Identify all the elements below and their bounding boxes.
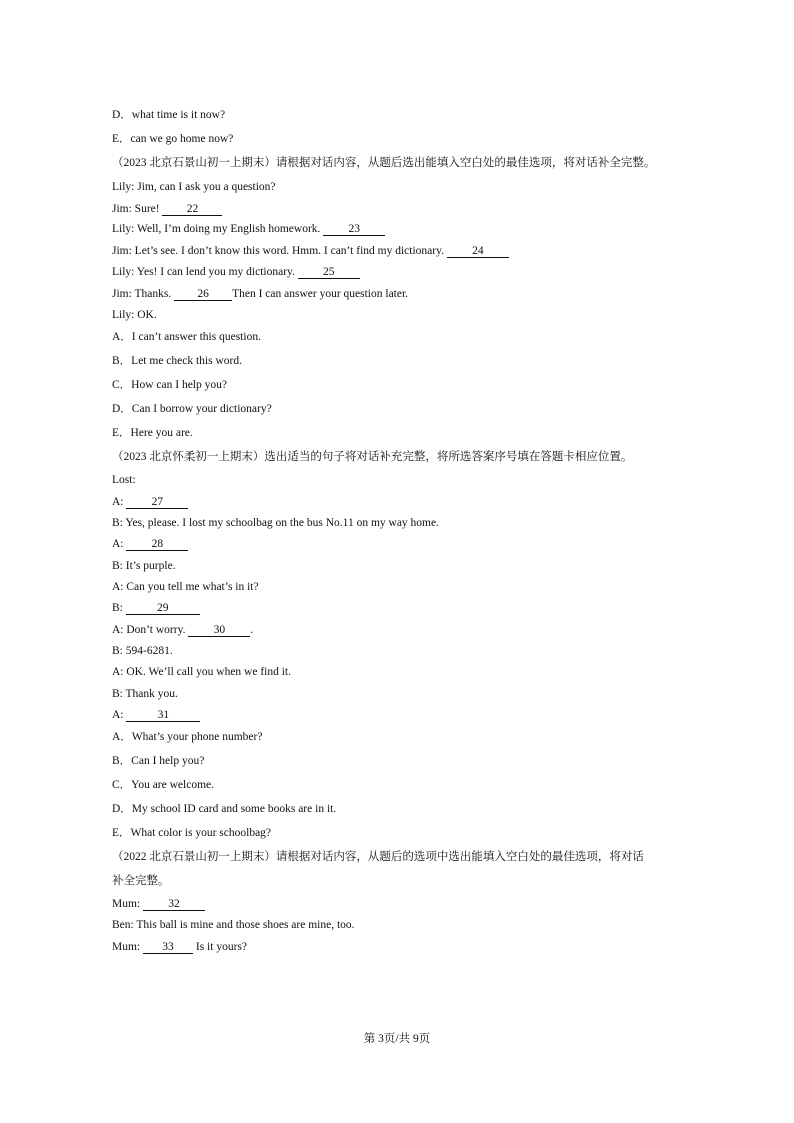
text-line: A: OK. We’ll call you when we find it. bbox=[112, 666, 291, 678]
text-line: C．How can I help you? bbox=[112, 379, 227, 391]
answer-blank[interactable]: 30 bbox=[188, 624, 250, 637]
text-line bbox=[112, 623, 253, 637]
line-prefix: Jim: Thanks. bbox=[112, 288, 175, 300]
answer-blank[interactable]: 33 bbox=[143, 941, 193, 954]
text-line bbox=[112, 244, 509, 258]
line-prefix: Lily: Yes! I can lend you my dictionary. bbox=[112, 266, 298, 278]
text-line: Lily: Jim, can I ask you a question? bbox=[112, 181, 276, 193]
page-footer: 第 3页/共 9页 bbox=[363, 1033, 431, 1045]
text-line: D．Can I borrow your dictionary? bbox=[112, 403, 272, 415]
text-line bbox=[112, 537, 188, 551]
text-line: 补全完整。 bbox=[112, 875, 170, 887]
text-line: E．What color is your schoolbag? bbox=[112, 827, 272, 839]
text-line bbox=[112, 202, 222, 216]
answer-blank[interactable]: 27 bbox=[126, 496, 188, 509]
text-line bbox=[112, 897, 205, 911]
text-line: Ben: This ball is mine and those shoes are mine, too. bbox=[112, 919, 355, 931]
text-line bbox=[112, 708, 200, 722]
text-line: A: Can you tell me what’s in it? bbox=[112, 581, 259, 593]
text-line: B．Let me check this word. bbox=[112, 355, 242, 367]
text-line: （2023 北京怀柔初一上期末）选出适当的句子将对话补充完整，将所选答案序号填在答题卡相应位置。 bbox=[112, 451, 633, 463]
line-prefix: Mum: bbox=[112, 941, 143, 953]
answer-blank[interactable]: 23 bbox=[323, 223, 385, 236]
line-prefix: A: bbox=[112, 709, 127, 721]
text-line bbox=[112, 222, 385, 236]
text-line: E．Here you are. bbox=[112, 427, 193, 439]
text-line bbox=[112, 287, 408, 301]
line-prefix: Mum: bbox=[112, 898, 143, 910]
answer-blank[interactable]: 29 bbox=[126, 602, 200, 615]
text-line: B．Can I help you? bbox=[112, 755, 205, 767]
answer-blank[interactable]: 28 bbox=[126, 538, 188, 551]
text-line: （2022 北京石景山初一上期末）请根据对话内容，从题后的选项中选出能填入空白处的最佳选项，将对话 bbox=[112, 851, 644, 863]
text-line: E．can we go home now? bbox=[112, 133, 234, 145]
line-suffix: . bbox=[250, 624, 254, 636]
line-prefix: A: bbox=[112, 538, 127, 550]
line-prefix: B: bbox=[112, 602, 126, 614]
answer-blank[interactable]: 32 bbox=[143, 898, 205, 911]
text-line: C．You are welcome. bbox=[112, 779, 214, 791]
text-line: B: Thank you. bbox=[112, 688, 178, 700]
answer-blank[interactable]: 31 bbox=[126, 709, 200, 722]
answer-blank[interactable]: 22 bbox=[162, 203, 222, 216]
line-prefix: Jim: Let’s see. I don’t know this word. Hmm. I can’t find my dictionary. bbox=[112, 245, 447, 257]
text-line: B: 594-6281. bbox=[112, 645, 173, 657]
text-line: Lost: bbox=[112, 474, 136, 486]
answer-blank[interactable]: 25 bbox=[298, 266, 360, 279]
text-line: Lily: OK. bbox=[112, 309, 157, 321]
text-line: A．I can’t answer this question. bbox=[112, 331, 261, 343]
answer-blank[interactable]: 26 bbox=[174, 288, 232, 301]
text-line: （2023 北京石景山初一上期末）请根据对话内容，从题后选出能填入空白处的最佳选项，将对话补全完整。 bbox=[112, 157, 656, 169]
answer-blank[interactable]: 24 bbox=[447, 245, 509, 258]
text-line: D．what time is it now? bbox=[112, 109, 226, 121]
text-line: B: Yes, please. I lost my schoolbag on the bus No.11 on my way home. bbox=[112, 517, 439, 529]
line-prefix: Jim: Sure! bbox=[112, 203, 163, 215]
line-prefix: A: bbox=[112, 496, 127, 508]
line-prefix: Lily: Well, I’m doing my English homework. bbox=[112, 223, 324, 235]
text-line: D．My school ID card and some books are in it. bbox=[112, 803, 337, 815]
text-line bbox=[112, 601, 200, 615]
text-line: B: It’s purple. bbox=[112, 560, 176, 572]
line-suffix: Is it yours? bbox=[193, 941, 247, 953]
text-line bbox=[112, 265, 360, 279]
text-line: A．What’s your phone number? bbox=[112, 731, 263, 743]
text-line bbox=[112, 495, 188, 509]
text-line bbox=[112, 940, 247, 954]
line-prefix: A: Don’t worry. bbox=[112, 624, 189, 636]
line-suffix: Then I can answer your question later. bbox=[232, 288, 409, 300]
